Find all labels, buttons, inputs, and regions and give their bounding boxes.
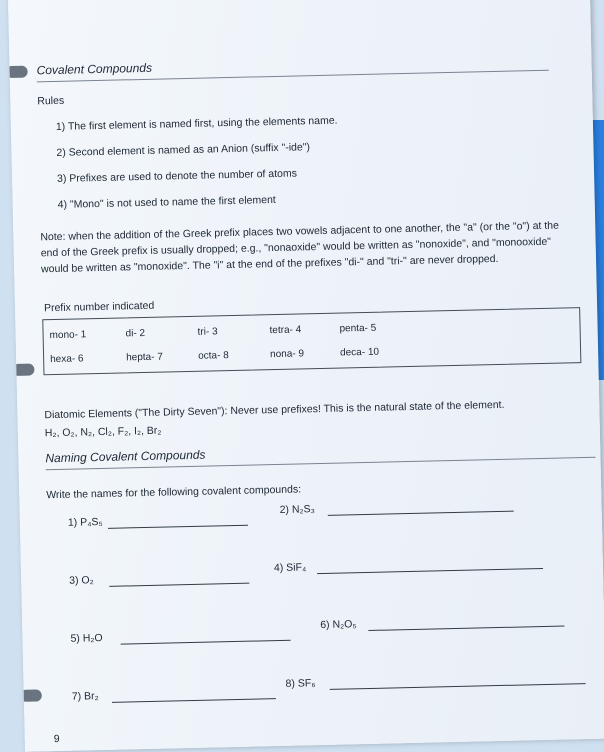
- prefix-cell: nona- 9: [269, 348, 305, 361]
- binder-ring: [8, 66, 28, 78]
- question-label: 2) N₂S₃: [279, 503, 315, 516]
- answer-blank[interactable]: [368, 626, 564, 631]
- prefix-table-caption: Prefix number indicated: [43, 299, 155, 315]
- prefix-cell: mono- 1: [49, 329, 87, 342]
- prefix-cell: di- 2: [125, 327, 146, 340]
- rules-heading: Rules: [37, 94, 65, 108]
- prefix-cell: penta- 5: [339, 322, 377, 335]
- worksheet-page: [8, 0, 604, 752]
- rule-item: 2) Second element is named as an Anion (suffix "-ide"): [56, 141, 311, 159]
- question-label: 1) P₄S₅: [67, 515, 103, 529]
- rule-item: 4) "Mono" is not used to name the first element: [57, 193, 276, 211]
- prefix-table: [42, 307, 581, 375]
- section-title: Covalent Compounds: [36, 60, 153, 78]
- diatomic-text: Diatomic Elements ("The Dirty Seven"): Never use prefixes! This is the natural state of the element.: [44, 398, 505, 422]
- note-paragraph: Note: when the addition of the Greek prefix places two vowels adjacent to one another, the "a" (or the "o") at the end of the Greek prefix is usually dropped; e.g., "nonaoxide" would be written as "nonoxide", and "monooxide" would be written as "monoxide". The "i" at the end of the prefixes "di-" and "tri-" are never dropped.: [40, 219, 560, 276]
- answer-blank[interactable]: [328, 511, 514, 516]
- prefix-cell: tri- 3: [197, 326, 218, 338]
- naming-section-title: Naming Covalent Compounds: [45, 447, 206, 466]
- rule-item: 3) Prefixes are used to denote the number of atoms: [56, 167, 298, 185]
- naming-instruction: Write the names for the following covalent compounds:: [46, 483, 302, 502]
- binder-ring: [20, 689, 42, 701]
- question-label: 4) SiF₄: [273, 561, 307, 575]
- answer-blank[interactable]: [112, 698, 276, 703]
- diatomic-formulas: H₂, O₂, N₂, Cl₂, F₂, I₂, Br₂: [44, 424, 162, 440]
- answer-blank[interactable]: [108, 525, 248, 529]
- question-label: 6) N₂O₅: [320, 618, 357, 632]
- prefix-cell: hepta- 7: [126, 351, 163, 364]
- question-label: 5) H₂O: [70, 632, 103, 645]
- prefix-cell: hexa- 6: [50, 353, 84, 366]
- prefix-cell: tetra- 4: [269, 324, 302, 337]
- answer-blank[interactable]: [109, 583, 249, 587]
- question-label: 3) O₂: [69, 574, 94, 587]
- answer-blank[interactable]: [330, 683, 586, 690]
- answer-blank[interactable]: [317, 568, 543, 574]
- answer-blank[interactable]: [121, 640, 291, 645]
- question-label: 8) SF₆: [285, 677, 316, 690]
- question-label: 7) Br₂: [71, 690, 99, 703]
- prefix-cell: octa- 8: [198, 350, 229, 362]
- rule-item: 1) The first element is named first, using the elements name.: [55, 114, 338, 133]
- prefix-cell: deca- 10: [339, 346, 380, 359]
- binder-ring: [12, 363, 34, 375]
- page-number: 9: [53, 733, 60, 746]
